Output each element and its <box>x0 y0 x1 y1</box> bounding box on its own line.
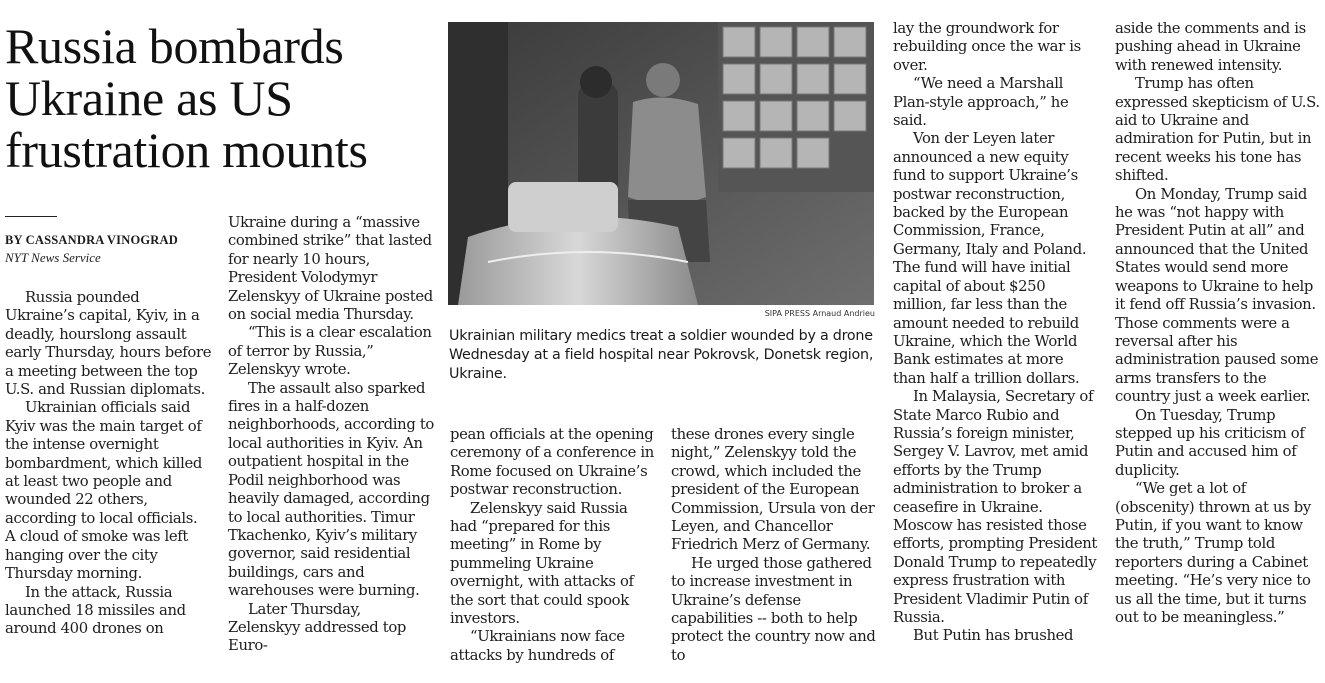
paragraph: Von der Leyen later announced a new equity fund to support Ukraine’s postwar reconstruction, backed by the European Commission, France, Germany, Italy and Poland. The fund will have initial capital of about $250 million, far less than the amount needed to rebuild Ukraine, which the World Bank estimates at more than half a trillion dollars. <box>893 130 1087 387</box>
paragraph: “We need a Marshall Plan-style approach,” he said. <box>893 75 1069 130</box>
column-3 <box>450 426 658 665</box>
paragraph: The assault also sparked fires in a half-dozen neighborhoods, according to local authorities in Kyiv. An outpatient hospital in the Podil neighborhood was heavily damaged, according to local authorities. Timur Tkachenko, Kyiv’s military governor, said residential buildings, cars and warehouses were burning. <box>228 379 434 600</box>
paragraph: aside the comments and is pushing ahead in Ukraine with renewed intensity. <box>1115 20 1306 74</box>
paragraph: He urged those gathered to increase investment in Ukraine’s defense capabilities -- both to help protect the country now and to <box>671 554 876 664</box>
paragraph: these drones every single night,” Zelenskyy told the crowd, which included the president of the European Commission, Ursula von der Leyen, and Chancellor Friedrich Merz of Germany. <box>671 426 875 554</box>
paragraph: Trump has often expressed skepticism of U.S. aid to Ukraine and admiration for Putin, but in recent weeks his tone has shifted. <box>1115 75 1320 185</box>
column-2 <box>228 214 436 656</box>
paragraph: Ukraine during a “massive combined strike” that lasted for nearly 10 hours, President Volodymyr Zelenskyy of Ukraine posted on social media Thursday. <box>228 214 433 324</box>
paragraph: Ukrainian officials said Kyiv was the main target of the intense overnight bombardment, which killed at least two people and wounded 22 others, according to local officials. A cloud of smoke was left hanging over the city Thursday morning. <box>5 399 203 583</box>
paragraph: “This is a clear escalation of terror by Russia,” Zelenskyy wrote. <box>228 324 432 379</box>
paragraph: Russia pounded Ukraine’s capital, Kyiv, in a deadly, hourslong assault early Thursday, hours before a meeting between the top U.S. and Russian diplomats. <box>5 289 212 399</box>
article-photo <box>448 22 874 305</box>
article-headline: Russia bombards Ukraine as US frustration mounts <box>5 18 368 178</box>
paragraph: lay the groundwork for rebuilding once the war is over. <box>893 20 1081 74</box>
paragraph: On Tuesday, Trump stepped up his criticism of Putin and accused him of duplicity. <box>1115 406 1305 479</box>
news-service: NYT News Service <box>5 250 101 265</box>
paragraph: pean officials at the opening ceremony of a conference in Rome focused on Ukraine’s postwar reconstruction. <box>450 426 654 499</box>
photo-credit: SIPA PRESS Arnaud Andrieu <box>764 309 875 318</box>
paragraph: In Malaysia, Secretary of State Marco Rubio and Russia’s foreign minister, Sergey V. Lavrov, met amid efforts by the Trump administration to broker a ceasefire in Ukraine. Moscow has resisted those efforts, prompting President Donald Trump to repeatedly express frustration with President Vladimir Putin of Russia. <box>893 388 1097 626</box>
column-1 <box>5 289 212 639</box>
paragraph: In the attack, Russia launched 18 missiles and around 400 drones on <box>5 583 186 638</box>
byline: BY CASSANDRA VINOGRAD <box>5 233 178 247</box>
byline-rule <box>5 216 57 217</box>
paragraph: On Monday, Trump said he was “not happy with President Putin at all” and announced that the United States would send more weapons to Ukraine to help it fend off Russia’s invasion. Those comments were a reversal after his administration paused some arms transfers to the country just a week earlier. <box>1115 185 1319 406</box>
paragraph: “Ukrainians now face attacks by hundreds of <box>450 628 625 664</box>
photo-caption: Ukrainian military medics treat a soldier wounded by a drone Wednesday at a field hospital near Pokrovsk, Donetsk region, Ukraine. <box>449 328 874 382</box>
column-6 <box>1115 20 1320 627</box>
paragraph: But Putin has brushed <box>913 627 1074 645</box>
paragraph: “We get a lot of (obscenity) thrown at us by Putin, if you want to know the truth,” Trump told reporters during a Cabinet meeting. “He’s very nice to us all the time, but it turns out to be meaningless.” <box>1115 480 1311 626</box>
column-5 <box>893 20 1098 646</box>
paragraph: Zelenskyy said Russia had “prepared for this meeting” in Rome by pummeling Ukraine overnight, with attacks of the sort that could spook investors. <box>450 499 634 628</box>
column-4 <box>671 426 876 665</box>
paragraph: Later Thursday, Zelenskyy addressed top Euro- <box>228 600 407 655</box>
